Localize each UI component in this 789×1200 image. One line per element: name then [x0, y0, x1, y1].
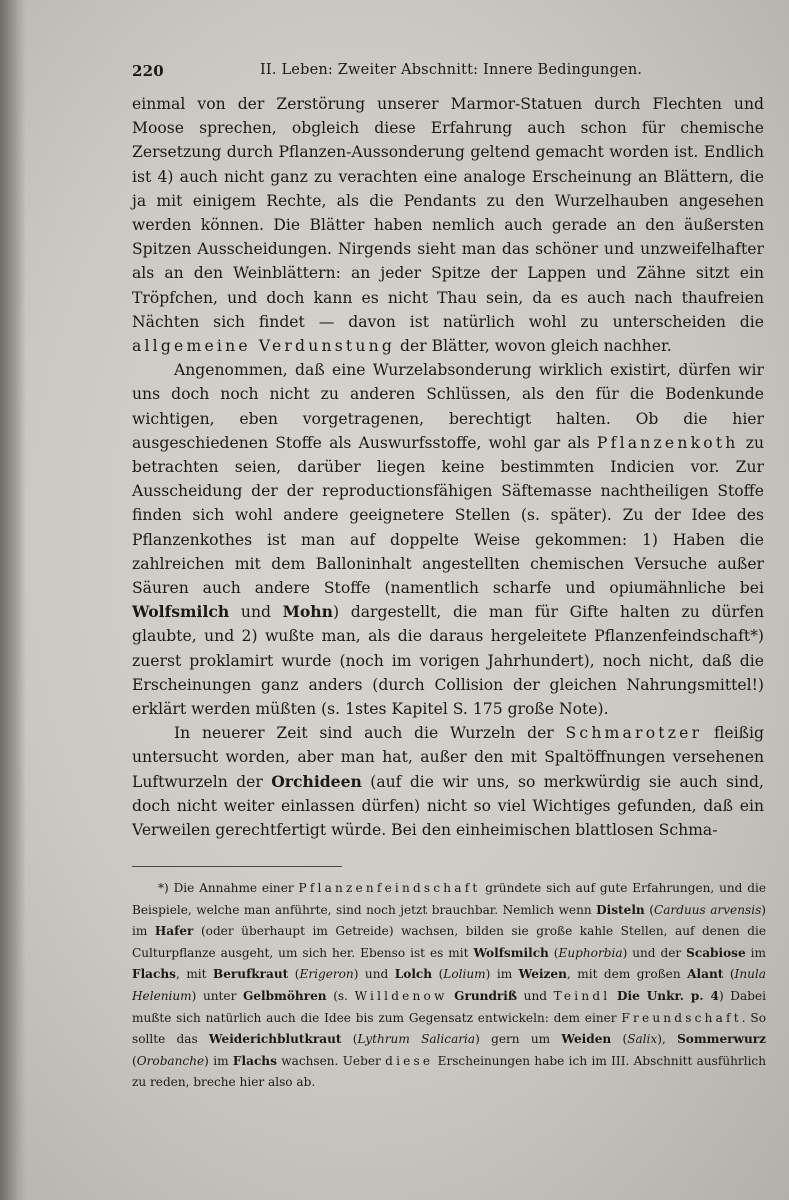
text-run-b: Alant — [687, 967, 724, 982]
paragraph — [132, 721, 764, 842]
text-run: ), — [657, 1032, 678, 1047]
footnote-rule — [132, 866, 342, 867]
text-run-i: Carduus arvensis — [653, 902, 762, 917]
text-run: der Blätter, wovon gleich nachher. — [395, 337, 672, 356]
text-run: zu betrachten seien, darüber liegen keine bestimmten Indicien vor. Zur Ausscheidung der der reproductionsfähigen Säftemasse nachtheiligen Stoffe finden sich wohl andere geeignetere Stellen (s. später). Zu der Idee des Pflanzenkothes ist man auf doppelte Weise gekommen: 1) Haben die zahlreichen mit dem Balloninhalt angestellten chemischen Versuche außer Säuren auch andere Stoffe (namentlich scharfe und opiumähnliche bei — [132, 433, 764, 598]
text-run-i: Inula Helenium — [132, 967, 766, 1003]
text-run: , mit dem großen — [566, 967, 688, 982]
text-run: ) im — [204, 1053, 233, 1068]
text-run-b: Wolfsmilch — [473, 945, 549, 960]
text-run: , mit — [175, 967, 214, 982]
page-header — [132, 62, 762, 86]
text-run: ( — [611, 1032, 628, 1047]
text-run-b: Disteln — [596, 902, 645, 917]
text-run: wachsen. Ueber — [276, 1053, 386, 1068]
text-run — [610, 989, 617, 1003]
text-run: und — [229, 603, 283, 622]
text-run-sp: Pflanzenkoth — [596, 433, 739, 452]
footnote — [132, 878, 766, 1094]
text-run: . So sollte das — [132, 1010, 766, 1047]
text-run-i: Lolium — [443, 967, 486, 982]
text-run-i: Orobanche — [136, 1053, 205, 1068]
text-run: ) und — [353, 967, 395, 982]
text-run-b: Wolfsmilch — [132, 602, 230, 622]
text-run-sp: Willdenow — [354, 988, 448, 1003]
text-run: ) dargestellt, die man für Gifte halten zu dürfen glaubte, und 2) wußte man, als die daraus hergeleitete Pflanzenfeindschaft*) zuerst proklamirt wurde (noch im vorigen Jahrhundert), noch nicht, daß die Erscheinungen ganz anders (durch Collision der gleichen Nahrungsmittel!) erklärt werden müßten (s. 1stes Kapitel S. 175 große Note). — [132, 603, 764, 719]
text-run: (auf die wir uns, so merkwürdig sie auch sind, doch nicht weiter einlassen dürfen) nicht so viel Wichtiges gefunden, daß ein Verweilen gerechtfertigt würde. Bei den einheimischen blattlosen Schma- — [132, 772, 764, 840]
text-run: einmal von der Zerstörung unserer Marmor-Statuen durch Flechten und Moose sprechen, obgleich diese Erfahrung auch schon für chemische Zersetzung durch Pflanzen-Aussonderung geltend gemacht worden ist. Endlich ist 4) auch nicht ganz zu verachten eine analoge Erscheinung an Blättern, die ja mit einigem Rechte, als die Pendants zu den Wurzelhauben angesehen werden können. Die Blätter haben nemlich auch gerade an den äußersten Spitzen Ausscheidungen. Nirgends sieht man das schöner und unzweifelhafter als an den Weinblättern: an jeder Spitze der Lappen und Zähne sitzt ein Tröpfchen, und doch kann es nicht Thau sein, da es auch nach thaufreien Nächten sich findet — davon ist natürlich wohl zu unterscheiden die — [132, 95, 764, 331]
text-run: ( — [548, 945, 559, 960]
footnote-paragraph — [132, 878, 766, 1094]
running-head: II. Leben: Zweiter Abschnitt: Innere Bedingungen. — [260, 62, 643, 78]
text-run: ) im — [485, 967, 519, 982]
text-run: In neuerer Zeit sind auch die Wurzeln der — [174, 724, 566, 743]
text-run-sp: Teindl — [553, 988, 611, 1003]
text-run-i: Euphorbia — [558, 945, 623, 960]
text-run-i: Salix — [627, 1032, 658, 1047]
text-run-b: Weizen — [518, 967, 567, 982]
text-run-b: Grundriß — [454, 988, 518, 1003]
text-run-b: Berufkraut — [213, 967, 289, 982]
text-run-b: Flachs — [232, 1053, 277, 1068]
text-run-b: Scabiose — [686, 945, 746, 960]
text-run: ( — [288, 967, 300, 982]
text-run-b: Hafer — [154, 924, 194, 939]
text-run: ) Dabei mußte sich natürlich auch die Idee bis zum Gegensatz entwickeln: dem einer — [132, 988, 766, 1025]
text-run: und — [517, 988, 554, 1003]
text-run-sp: Freundschaft — [621, 1010, 742, 1025]
text-run: gründete sich auf gute Erfahrungen, und die Beispiele, welche man anführte, sind noch jetzt brauchbar. Nemlich wenn — [132, 881, 766, 917]
text-run-sp: allgemeine Verdunstung — [132, 337, 396, 356]
text-run: ( — [132, 1053, 137, 1068]
text-run: ) unter — [191, 988, 243, 1003]
text-run: ) und der — [622, 945, 687, 960]
text-run-b: Sommerwurz — [677, 1032, 766, 1047]
text-run-b: Gelbmöhren — [242, 988, 327, 1003]
text-run-b: Weiden — [561, 1032, 612, 1047]
text-run-sp: Schmarotzer — [565, 724, 703, 743]
text-run: Erscheinungen habe ich im III. Abschnitt ausführlich zu reden, breche hier also ab. — [132, 1053, 766, 1090]
book-gutter-shadow — [0, 0, 26, 1200]
text-run-b: Die Unkr. p. 4 — [617, 988, 719, 1003]
paragraph — [132, 92, 764, 358]
text-run-b: Mohn — [282, 602, 333, 622]
text-run-i: Lythrum Salicaria — [357, 1032, 476, 1047]
text-run: ( — [644, 902, 654, 917]
text-run: fleißig untersucht worden, aber man hat, außer den mit Spaltöffnungen versehenen Luftwurzeln der — [132, 724, 764, 791]
text-run: ) gern um — [475, 1032, 562, 1047]
text-run: ) im — [132, 902, 766, 939]
text-run: ( — [723, 967, 735, 982]
text-run-b: Lolch — [394, 967, 433, 982]
text-run: Angenommen, daß eine Wurzelabsonderung wirklich existirt, dürfen wir uns doch noch nicht zu anderen Schlüssen, als den für die Bodenkunde wichtigen, eben vorgetragenen, berechtigt halten. Ob die hier ausgeschiedenen Stoffe als Auswurfsstoffe, wohl gar als — [132, 361, 764, 452]
text-run-b: Orchideen — [271, 771, 362, 791]
text-run-i: Erigeron — [299, 967, 354, 982]
text-run-b: Weiderichblutkraut — [208, 1032, 342, 1047]
text-run: ( — [341, 1032, 358, 1047]
text-run-b: Flachs — [132, 967, 176, 982]
text-run: (s. — [326, 988, 355, 1003]
text-run: *) Die Annahme einer — [158, 881, 299, 895]
main-text — [132, 92, 764, 842]
text-run: im — [745, 945, 766, 960]
paragraph — [132, 358, 764, 721]
text-run-sp: diese — [385, 1053, 434, 1068]
text-run: ( — [432, 967, 444, 982]
text-run-sp: Pflanzenfeindschaft — [298, 881, 481, 895]
text-run: (oder überhaupt im Getreide) wachsen, bilden sie große kahle Stellen, auf denen die Culturpflanze ausgeht, um sich her. Ebenso ist es mit — [132, 924, 766, 960]
page-number: 220 — [132, 62, 164, 80]
